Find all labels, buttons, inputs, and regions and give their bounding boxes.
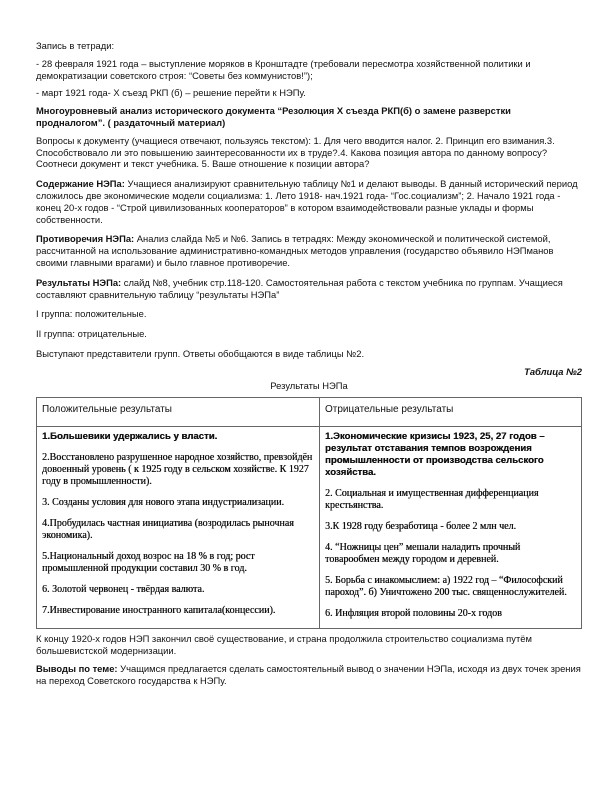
positive-item: 6. Золотой червонец - твёрдая валюта. [42,584,205,596]
summary-label: Выводы по теме: [36,662,118,674]
results-text: слайд №8, учебник стр.118-120. Самостоятельная работа с текстом учебника по группам. Учащиеся составляют сравнительную таблицу “результаты НЭПа” [36,276,563,300]
negative-item: 3.К 1928 году безработица - более 2 млн чел. [325,521,516,533]
contradictions-paragraph [36,233,582,268]
table-row [37,427,582,629]
group-two: II группа: отрицательные. [36,328,147,340]
presenters-text: Выступают представители групп. Ответы обобщаются в виде таблицы №2. [36,347,365,359]
lesson-page [36,40,582,694]
positive-item: 1.Большевики удержались у власти. [42,431,218,443]
notebook-heading: Запись в тетради: [36,40,115,51]
negative-item: 2. Социальная и имущественная дифференциация крестьянства. [325,488,539,512]
table-title: Результаты НЭПа [270,379,348,391]
negative-item: 5. Борьба с инакомыслием: а) 1922 год – “Философский пароход”. б) Уничтожено 200 тыс. священнослужителей. [325,575,567,599]
negative-cell [320,427,582,629]
positive-item: 7.Инвестирование иностранного капитала(концессии). [42,605,276,617]
positive-item: 5.Национальный доход возрос на 18 % в год; рост промышленной продукции составил 30 % в год. [42,551,255,575]
results-label: Результаты НЭПа: [36,276,122,288]
group-one: I группа: положительные. [36,308,147,320]
contradictions-label: Противоречия НЭПа: [36,233,135,245]
header-positive: Положительные результаты [37,398,320,427]
table-caption: Таблица №2 [524,365,582,377]
summary-paragraph [36,663,582,687]
results-table [36,397,582,629]
negative-item: 6. Инфляция второй половины 20-х годов [325,608,502,620]
positive-cell [37,427,320,629]
analysis-heading: Многоуровневый анализ исторического документа “Резолюция Х съезда РКП(б) о замене разверстки продналогом”. ( раздаточный материал) [36,105,511,128]
results-paragraph [36,277,582,301]
negative-item: 1.Экономические кризисы 1923, 25, 27 годов – результат отставания темпов возрождения промышленности от производства сельского хозяйства. [325,431,545,479]
content-nep-text: Учащиеся анализируют сравнительную таблицу №1 и делают выводы. В данный исторический период сложилось две экономические модели социализма: 1. Лето 1918- нач.1921 года- “Гос.социализм”; 2. Начало 1921 года - конец 20-х годов - “Строй цивилизованных кооператоров” в котором взаимодействовали разные уклады и формы собственности. [36,178,578,225]
content-nep-label: Содержание НЭПа: [36,178,125,190]
analysis-questions: Вопросы к документу (учащиеся отвечают, пользуясь текстом): 1. Для чего вводится налог. 2. Принцип его взимания.3. Способствовало ли это повышению заинтересованности их в труде?.4. Какова позиция автора по данному вопросу? Соотнеси документ и текст учебника. 5. Ваше отношение к позиции автора? [36,134,555,170]
positive-item: 4.Пробудилась частная инициатива (возродилась рыночная экономика). [42,518,294,542]
bullet-congress: - март 1921 года- Х съезд РКП (б) – решение перейти к НЭПу. [36,87,306,99]
negative-item: 4. “Ножницы цен” мешали наладить прочный товарообмен между городом и деревней. [325,542,521,566]
bullet-kronstadt: - 28 февраля 1921 года – выступление моряков в Кронштадте (требовали пересмотра хозяйственной политики и демократизации советского строя: “Советы без коммунистов!”); [36,57,531,81]
header-negative: Отрицательные результаты [320,398,582,427]
table-header-row [37,398,582,427]
positive-item: 2.Восстановлено разрушенное народное хозяйство, превзойдён довоенный уровень ( к 1925 году в сельском хозяйстве. К 1927 году в промышленности). [42,452,313,488]
contradictions-text: Анализ слайда №5 и №6. Запись в тетрадях: Между экономической и политической системой, рассчитанной на использование административно-командных методов управления (государство объявило НЭПманов своими главными врагами) и было главное противоречие. [36,233,554,268]
conclusion-text: К концу 1920-х годов НЭП закончил своё существование, и страна продолжила строительство социализма путём большевистской модернизации. [36,633,532,656]
content-nep-paragraph [36,178,582,225]
summary-text: Учащимся предлагается сделать самостоятельный вывод о значении НЭПа, исходя из двух точек зрения на переход Советского государства к НЭПу. [36,662,581,686]
positive-item: 3. Созданы условия для нового этапа индустриализации. [42,497,284,509]
